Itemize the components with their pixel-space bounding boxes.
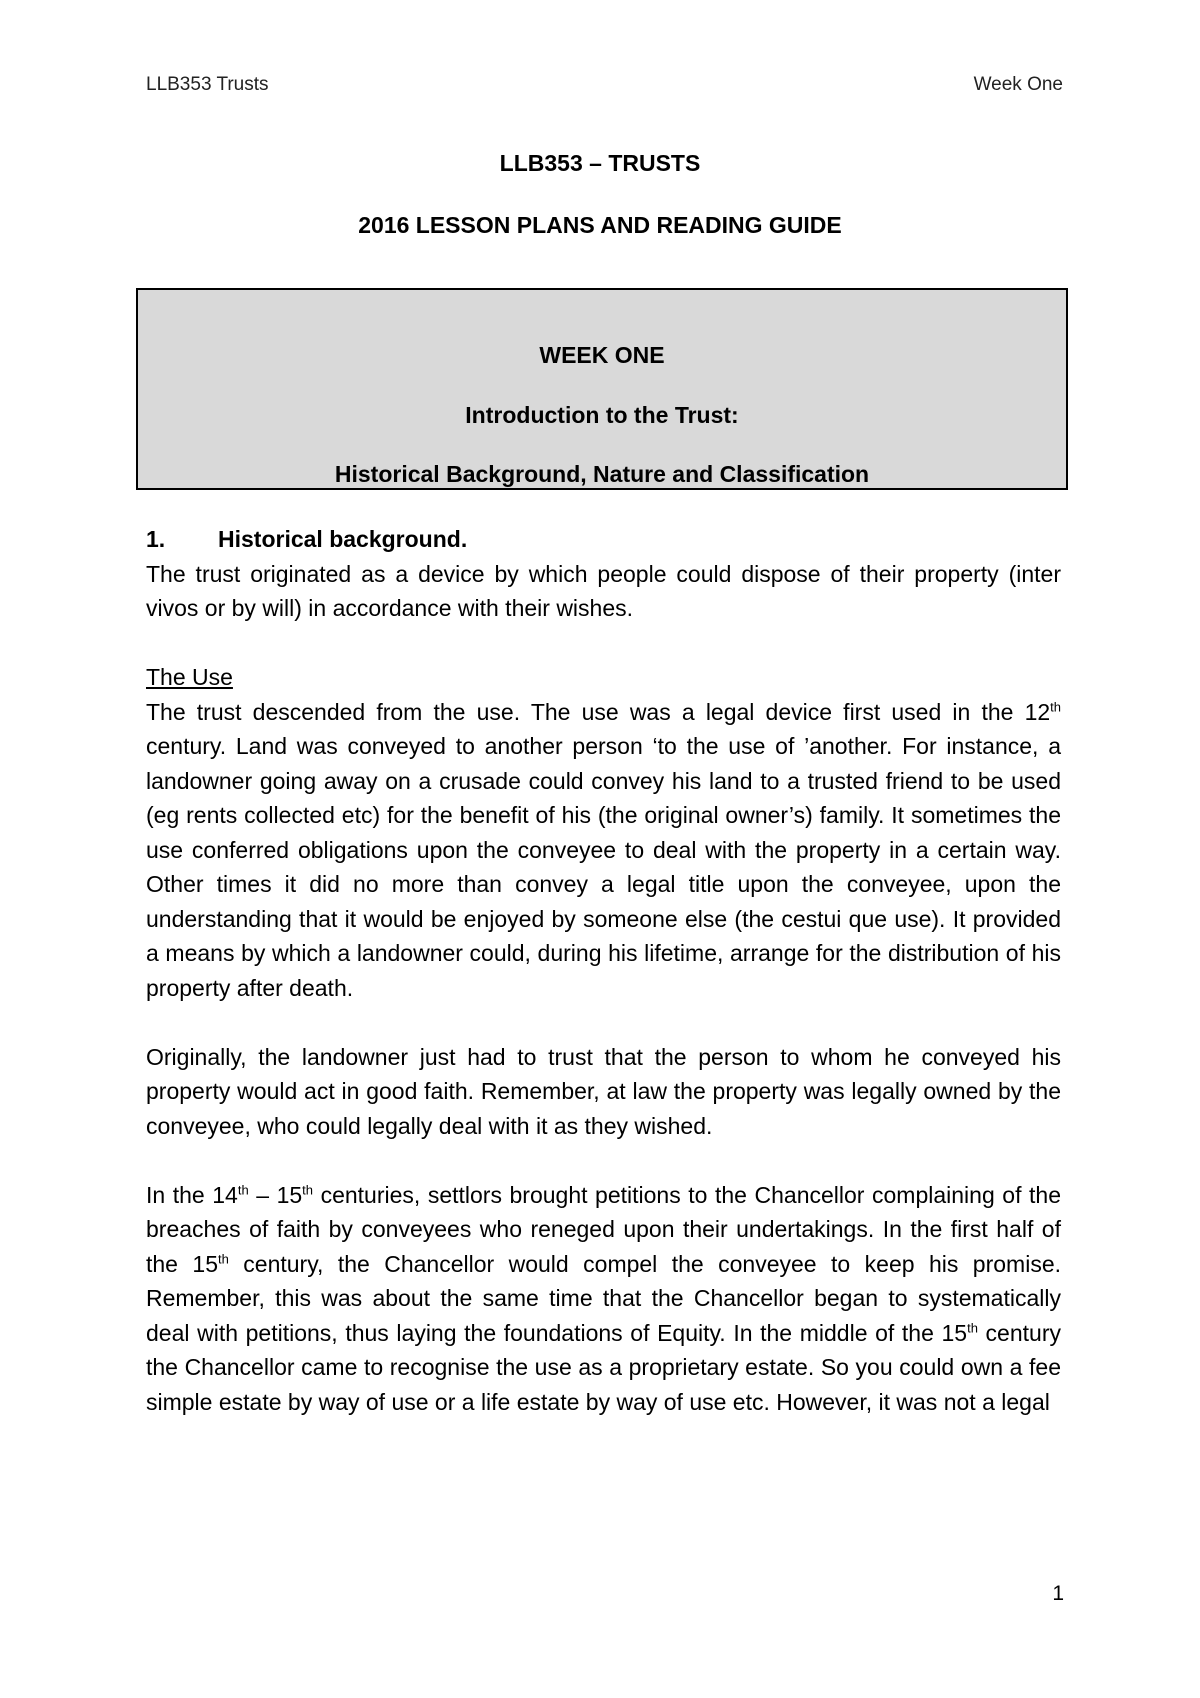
week-title-box <box>136 288 1068 490</box>
page-number: 1 <box>1052 1582 1064 1605</box>
section-heading-text: Historical background. <box>218 526 468 552</box>
paragraph-the-use: The trust descended from the use. The use was a legal device first used in the 12th century. Land was conveyed to another person ‘to the use of ’another. For instance, a landowner going away on a crusade could convey his land to a trusted friend to be used (eg rents collected etc) for the benefit of his (the original owner’s) family. It sometimes the use conferred obligations upon the conveyee to deal with the property in a certain way. Other times it did no more than convey a legal title upon the conveyee, upon the understanding that it would be enjoyed by someone else (the cestui que use). It provided a means by which a landowner could, during his lifetime, arrange for the distribution of his property after death. <box>146 698 1061 1001</box>
header-week-label: Week One <box>973 74 1063 95</box>
week-subtopic: Historical Background, Nature and Classification <box>334 461 870 487</box>
week-topic: Introduction to the Trust: <box>465 402 739 428</box>
subheading-the-use: The Use <box>146 664 233 690</box>
paragraph-centuries: In the 14th – 15th centuries, settlors brought petitions to the Chancellor complaining of the breaches of faith by conveyees who reneged upon their undertakings. In the first half of the 15th century, the Chancellor would compel the conveyee to keep his promise. Remember, this was about the same time that the Chancellor began to systematically deal with petitions, thus laying the foundations of Equity. In the middle of the 15th century the Chancellor came to recognise the use as a proprietary estate. So you could own a fee simple estate by way of use or a life estate by way of use etc. However, it was not a legal <box>146 1181 1062 1415</box>
week-label: WEEK ONE <box>539 342 665 368</box>
paragraph-originally: Originally, the landowner just had to trust that the person to whom he conveyed his property would act in good faith. Remember, at law the property was legally owned by the conveyee, who could legally deal with it as they wished. <box>146 1043 1061 1139</box>
header-course-label: LLB353 Trusts <box>146 74 269 95</box>
course-title: LLB353 – TRUSTS <box>499 150 701 176</box>
section-number: 1. <box>146 526 166 552</box>
document-subtitle: 2016 LESSON PLANS AND READING GUIDE <box>358 212 842 238</box>
section-heading <box>146 522 1061 557</box>
document-body <box>146 522 1061 1419</box>
intro-paragraph: The trust originated as a device by which people could dispose of their property (inter vivos or by will) in accordance with their wishes. <box>146 560 1061 621</box>
